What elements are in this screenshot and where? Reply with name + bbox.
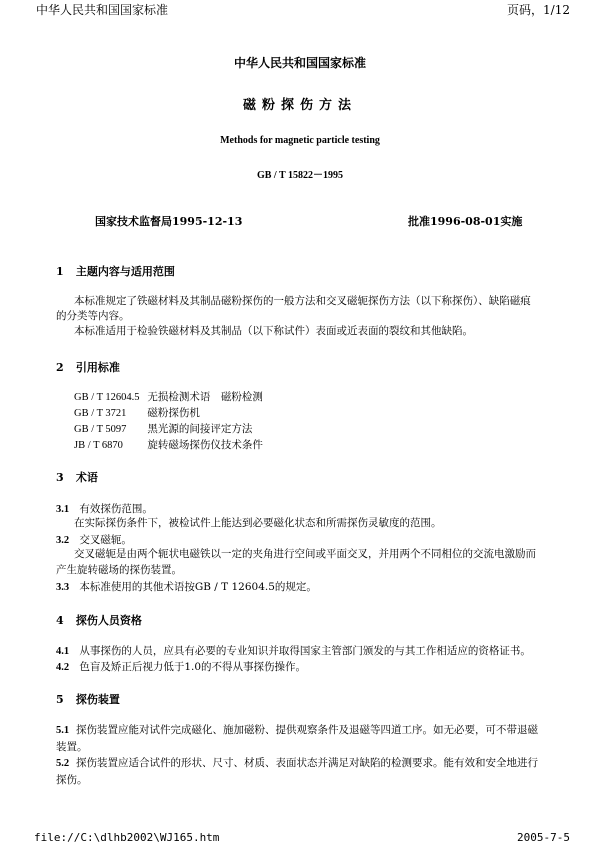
clause-3-3 <box>56 579 317 594</box>
section-number: 2 <box>56 361 64 374</box>
section-4-heading <box>56 612 142 628</box>
reference-item <box>74 421 252 436</box>
footer-date: 2005-7-5 <box>517 831 570 844</box>
reference-title: 磁粉探伤机 <box>147 407 200 419</box>
clause-5-1 <box>56 722 546 755</box>
reference-item <box>74 389 263 404</box>
section-2-heading <box>56 359 120 375</box>
clause-3-2-description-line-1: 交叉磁轭是由两个轭状电磁铁以一定的夹角进行空间或平面交叉，并用两个不同相位的交流电激励而 <box>74 548 536 560</box>
header-title: 中华人民共和国国家标准 <box>36 3 169 17</box>
clause-number: 3.2 <box>56 535 70 546</box>
reference-item <box>74 437 263 452</box>
section-title: 探伤人员资格 <box>75 614 142 627</box>
section-number: 5 <box>56 693 64 706</box>
clause-3-1-description: 在实际探伤条件下，被检试件上能达到必要磁化状态和所需探伤灵敏度的范围。 <box>74 517 442 529</box>
section-1-paragraph-1-line-1: 本标准规定了铁磁材料及其制品磁粉探伤的一般方法和交叉磁轭探伤方法（以下称探伤）、缺陷磁痕 <box>74 295 531 307</box>
header-page-number: 页码，1/12 <box>507 3 570 17</box>
clause-text: 有效探伤范围。 <box>79 503 153 515</box>
clause-4-1 <box>56 643 531 658</box>
page-footer <box>0 830 600 846</box>
section-1-heading <box>56 263 175 279</box>
section-title: 引用标准 <box>75 361 120 374</box>
clause-text: 本标准使用的其他术语按GB / T 12604.5的规定。 <box>79 581 317 593</box>
clause-3-1 <box>56 501 153 516</box>
clause-4-2 <box>56 659 306 674</box>
reference-title: 无损检测术语 磁粉检测 <box>147 391 263 403</box>
section-5-heading <box>56 691 120 707</box>
clause-5-2 <box>56 755 546 788</box>
reference-item <box>74 405 200 420</box>
section-3-heading <box>56 469 98 485</box>
clause-3-2-description-line-2: 产生旋转磁场的探伤装置。 <box>56 564 182 576</box>
reference-code: GB / T 5097 <box>74 424 127 435</box>
clause-text: 探伤装置应能对试件完成磁化、施加磁粉、提供观察条件及退磁等四道工序。如无必要，可不带退磁装置。 <box>56 724 538 753</box>
clause-text: 色盲及矫正后视力低于1.0的不得从事探伤操作。 <box>79 661 307 673</box>
document-english-title: Methods for magnetic particle testing <box>220 135 380 146</box>
clause-number: 3.3 <box>56 582 70 593</box>
clause-number: 3.1 <box>56 504 70 515</box>
clause-text: 从事探伤的人员，应具有必要的专业知识并取得国家主管部门颁发的与其工作相适应的资格证书。 <box>79 645 531 657</box>
section-title: 探伤装置 <box>75 693 120 706</box>
section-1-paragraph-2: 本标准适用于检验铁磁材料及其制品（以下称试件）表面或近表面的裂纹和其他缺陷。 <box>74 325 473 337</box>
document-country-standard: 中华人民共和国国家标准 <box>233 56 366 70</box>
section-number: 4 <box>56 614 64 627</box>
reference-code: JB / T 6870 <box>74 440 123 451</box>
page-header <box>0 0 600 20</box>
section-number: 3 <box>56 471 64 484</box>
section-title: 术语 <box>75 471 98 484</box>
clause-number: 5.2 <box>56 758 70 769</box>
reference-title: 旋转磁场探伤仪技术条件 <box>147 439 263 451</box>
section-number: 1 <box>56 265 64 278</box>
section-title: 主题内容与适用范围 <box>75 265 175 278</box>
clause-text: 探伤装置应适合试件的形状、尺寸、材质、表面状态并满足对缺陷的检测要求。能有效和安全地进行探伤。 <box>56 757 538 786</box>
clause-text: 交叉磁轭。 <box>79 534 132 546</box>
reference-code: GB / T 12604.5 <box>74 392 140 403</box>
document-title: 磁粉探伤方法 <box>242 98 357 113</box>
section-1-paragraph-1-line-2: 的分类等内容。 <box>56 310 130 322</box>
issue-authority-date: 国家技术监督局1995-12-13 <box>95 215 243 228</box>
clause-number: 5.1 <box>56 725 70 736</box>
clause-number: 4.1 <box>56 646 70 657</box>
clause-3-2 <box>56 532 132 547</box>
reference-code: GB / T 3721 <box>74 408 127 419</box>
footer-file-path: file://C:\dlhb2002\WJ165.htm <box>34 831 220 844</box>
document-standard-number: GB / T 15822－1995 <box>256 170 344 181</box>
clause-number: 4.2 <box>56 662 70 673</box>
implementation-date: 批准1996-08-01实施 <box>408 215 523 228</box>
reference-title: 黑光源的间接评定方法 <box>147 423 253 435</box>
